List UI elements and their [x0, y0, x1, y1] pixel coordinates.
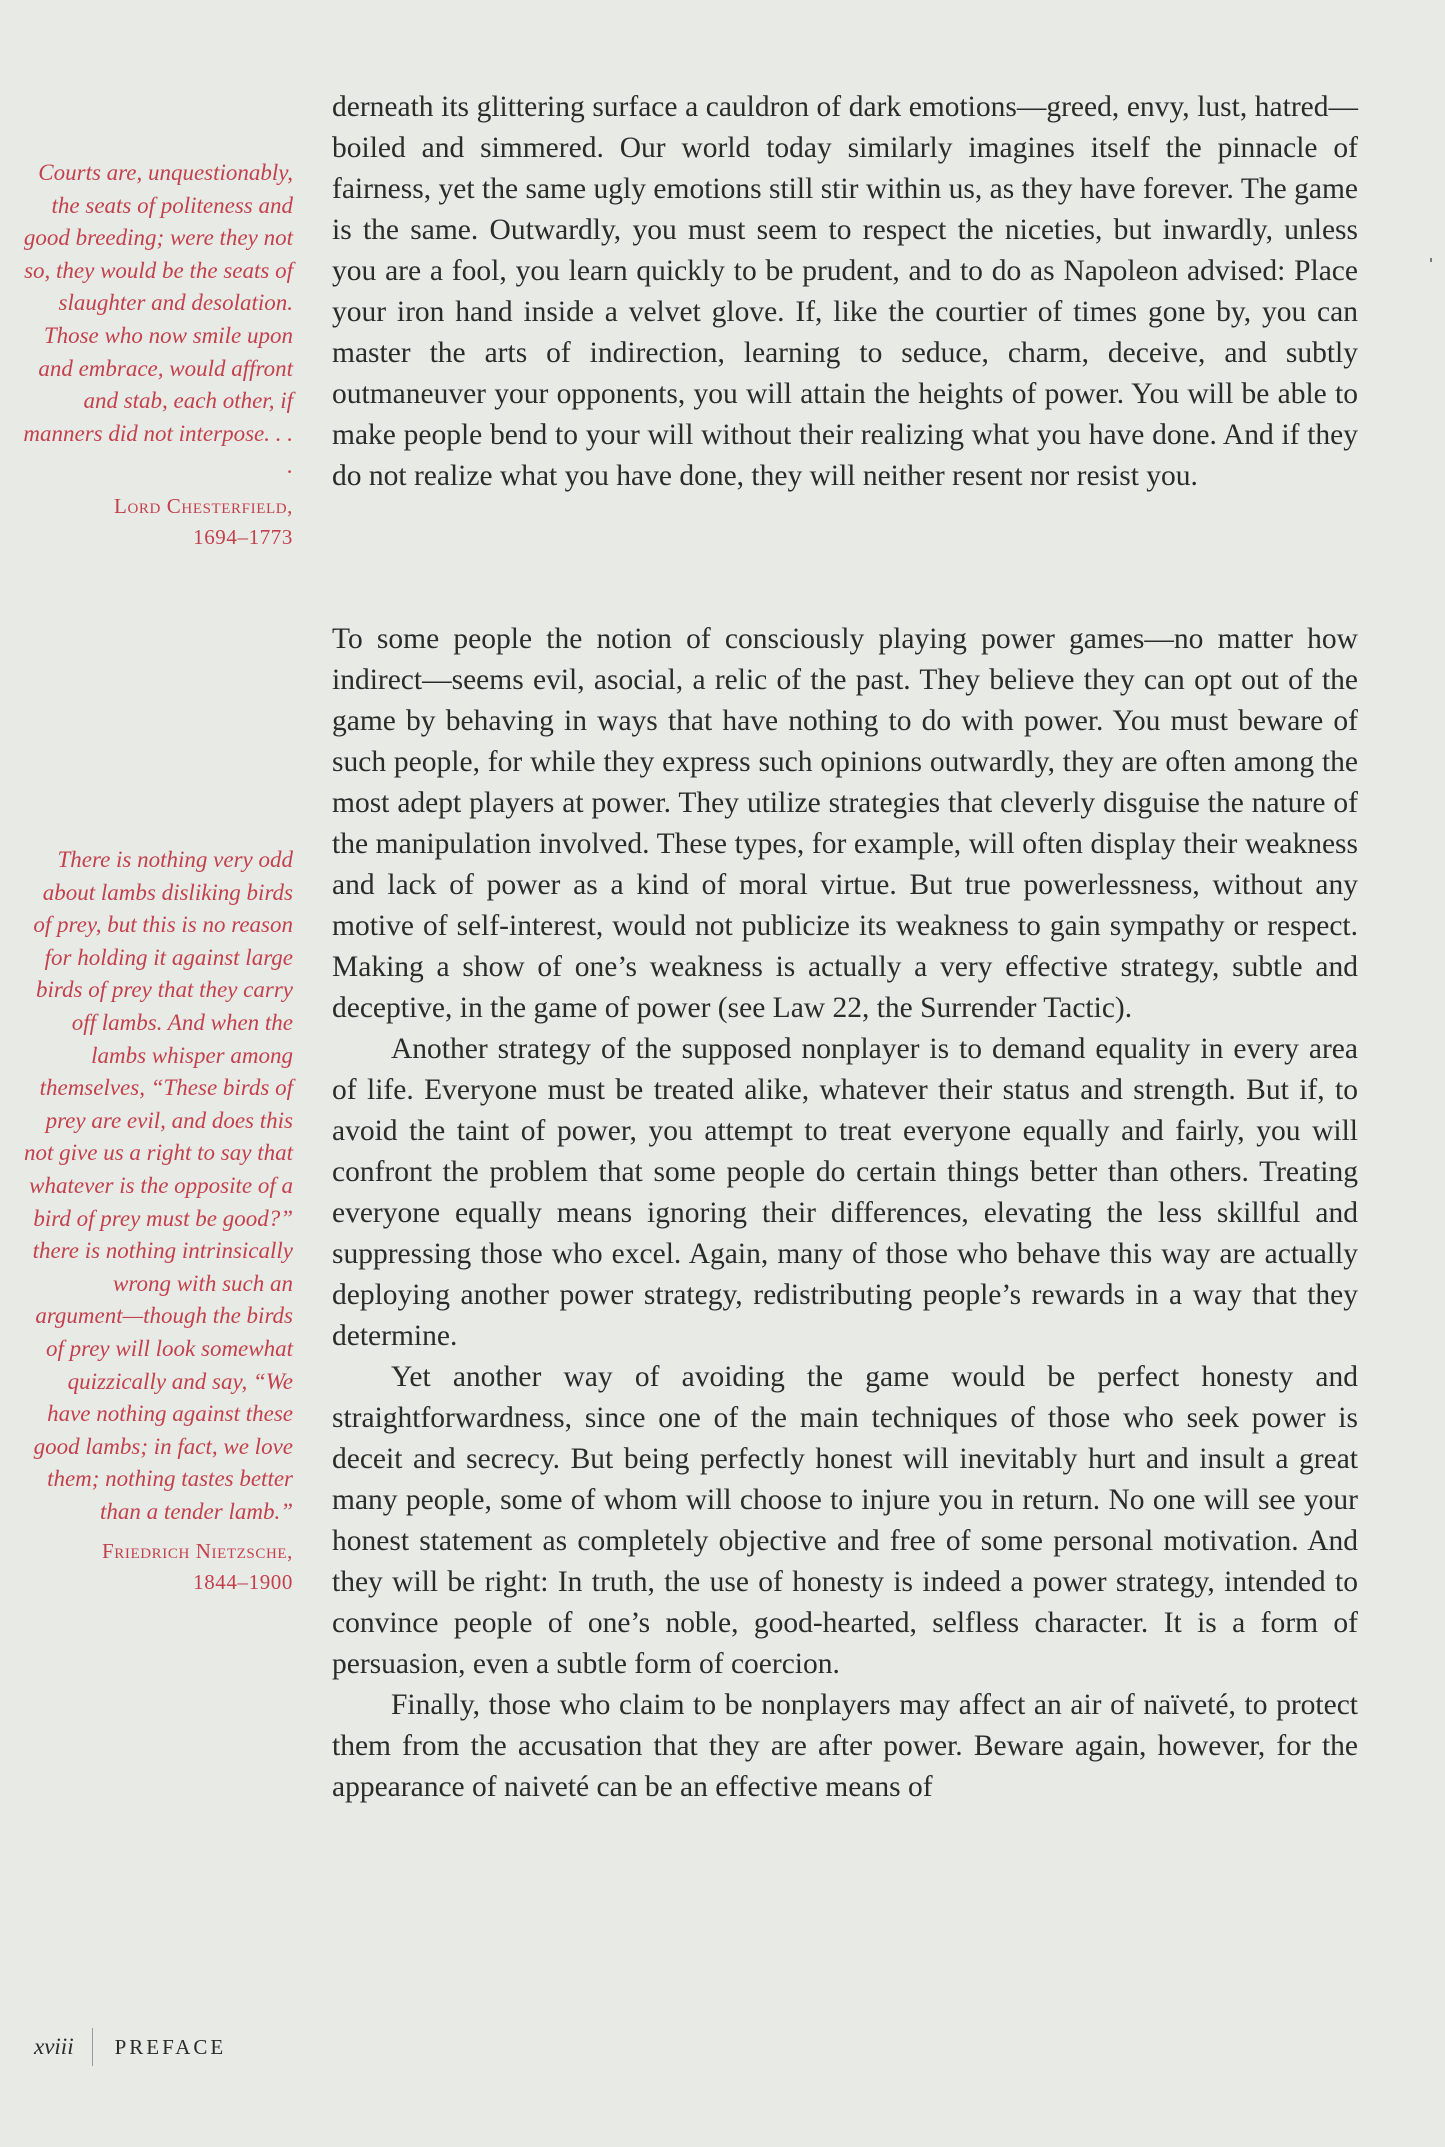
- epigraph-attribution: [23, 491, 293, 553]
- body-paragraph: Finally, those who claim to be nonplayers may affect an air of naïveté, to protect them from the accusation that they are after power. Beware again, however, for the appearance of naiveté can be an effective means of: [332, 1689, 1358, 1803]
- epigraph-text: There is nothing very odd about lambs disliking birds of prey, but this is no reason for holding it against large birds of prey that they carry off lambs. And when the lambs whisper among themselves, “These birds of prey are evil, and does this not give us a right to say that whatever is the opposite of a bird of prey must be good?” there is nothing intrinsically wrong with such an argument—though the birds of prey will look somewhat quizzically and say, “We have nothing against these good lambs; in fact, we love them; nothing tastes better than a tender lamb.”: [24, 847, 293, 1524]
- running-head: PREFACE: [114, 2034, 227, 2059]
- epigraph-dates: 1694–1773: [193, 524, 293, 549]
- epigraph-text: Courts are, unquestionably, the seats of politeness and good breeding; were they not so, they would be the seats of slaughter and desolation. Those who now smile upon and embrace, would affront and stab, each other, if manners did not interpose. . . .: [23, 160, 293, 479]
- body-paragraph: To some people the notion of consciously playing power games—no matter how indirect—seems evil, asocial, a relic of the past. They believe they can opt out of the game by behaving in ways that have nothing to do with power. You must beware of such people, for while they express such opinions outwardly, they are often among the most adept players at power. They utilize strategies that cleverly disguise the nature of the manipulation involved. These types, for example, will often display their weakness and lack of power as a kind of moral virtue. But true powerlessness, without any motive of self-interest, would not publicize its weakness to gain sympathy or respect. Making a show of one’s weakness is actually a very effective strategy, subtle and deceptive, in the game of power (see Law 22, the Surrender Tactic).: [332, 623, 1358, 1024]
- body-text-bottom: [332, 619, 1358, 1808]
- body-paragraph: Yet another way of avoiding the game would be perfect honesty and straightforwardness, since one of the main techniques of those who seek power is deceit and secrecy. But being perfectly honest will inevitably hurt and insult a great many people, some of whom will choose to injure you in return. No one will see your honest statement as completely objective and free of some personal motivation. And they will be right: In truth, the use of honesty is indeed a power strategy, intended to convince people of one’s noble, good-hearted, selfless character. It is a form of persuasion, even a subtle form of coercion.: [332, 1361, 1358, 1680]
- body-paragraph: Another strategy of the supposed nonplayer is to demand equality in every area of life. Everyone must be treated alike, whatever their status and strength. But if, to avoid the taint of power, you attempt to treat everyone equally and fairly, you will confront the problem that some people do certain things better than others. Treating everyone equally means ignoring their differences, elevating the less skillful and suppressing those who excel. Again, many of those who behave this way are actually deploying another power strategy, redistributing people’s rewards in a way that they determine.: [332, 1033, 1358, 1352]
- margin-epigraph-chesterfield: [23, 157, 293, 553]
- body-paragraph: derneath its glittering surface a cauldron of dark emotions—greed, envy, lust, hatred—boiled and simmered. Our world today similarly imagines itself the pinnacle of fairness, yet the same ugly emotions still stir within us, as they have forever. The game is the same. Outwardly, you must seem to respect the niceties, but inwardly, unless you are a fool, you learn quickly to be prudent, and to do as Napoleon advised: Place your iron hand inside a velvet glove. If, like the courtier of times gone by, you can master the arts of indirection, learning to seduce, charm, deceive, and subtly outmaneuver your opponents, you will attain the heights of power. You will be able to make people bend to your will without their realizing what you have done. And if they do not realize what you have done, they will neither resent nor resist you.: [332, 91, 1358, 492]
- epigraph-attribution: [23, 1536, 293, 1598]
- page-number: xviii: [34, 2034, 74, 2059]
- page-footer: [34, 2030, 226, 2064]
- epigraph-dates: 1844–1900: [193, 1570, 293, 1595]
- epigraph-author: Lord Chesterfield,: [114, 493, 293, 518]
- margin-epigraph-nietzsche: [23, 844, 293, 1598]
- page-edge-mark: [1430, 258, 1432, 262]
- epigraph-author: Friedrich Nietzsche,: [101, 1539, 293, 1564]
- body-text-top: [332, 87, 1358, 497]
